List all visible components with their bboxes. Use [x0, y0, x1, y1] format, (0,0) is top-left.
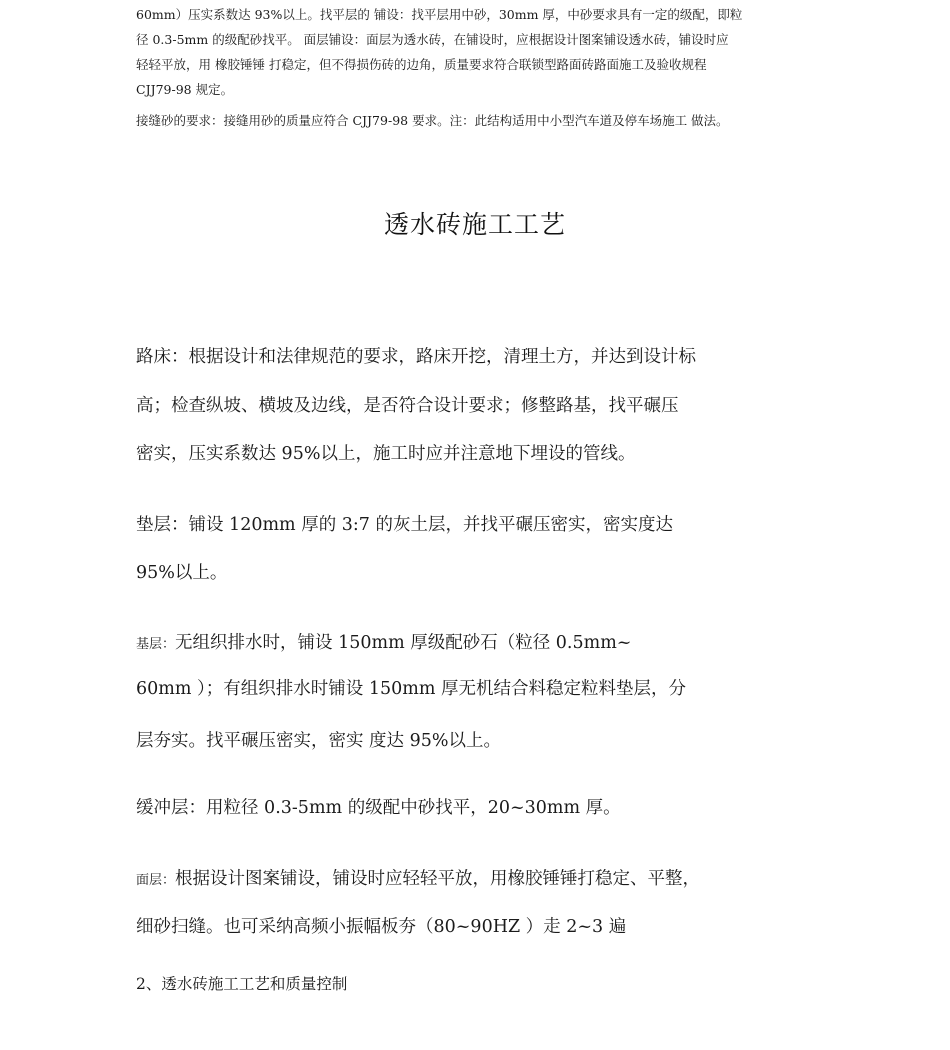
text-line: 路床：根据设计和法律规范的要求，路床开挖，清理土方，并达到设计标 [136, 347, 696, 367]
text-line [136, 864, 700, 896]
text-span: 无组织排水时，铺设 150mm 厚级配砂石（粒径 0.5mm~ [175, 633, 632, 653]
text-line: 径 0.3-5mm 的级配砂找平。 面层铺设：面层为透水砖，在铺设时，应根据设计图案铺设透水砖，铺设时应 [136, 32, 729, 47]
text-line: 95%以上。 [136, 563, 228, 583]
text-line: 垫层：铺设 120mm 厚的 3:7 的灰土层，并找平碾压密实，密实度达 [136, 515, 674, 535]
section-label: 面层： [136, 873, 176, 888]
section-heading: 2、透水砖施工工艺和质量控制 [136, 975, 348, 993]
text-line: 60mm ）；有组织排水时铺设 150mm 厚无机结合料稳定粒料垫层，分 [136, 679, 686, 699]
text-line: 60mm）压实系数达 93%以上。找平层的 铺设：找平层用中砂，30mm 厚，中砂要求具有一定的级配，即粒 [136, 7, 743, 22]
section-label: 基层： [136, 637, 176, 652]
text-line: 密实，压实系数达 95%以上，施工时应并注意地下埋设的管线。 [136, 444, 636, 464]
text-line: 层夯实。找平碾压密实，密实 度达 95%以上。 [136, 731, 502, 751]
text-line [136, 628, 631, 660]
page-title: 透水砖施工工艺 [383, 210, 566, 239]
joint-sand-note: 接缝砂的要求：接缝用砂的质量应符合 CJJ79-98 要求。注：此结构适用中小型汽车道及停车场施工 做法。 [136, 113, 729, 128]
text-line: 细砂扫缝。也可采纳高频小振幅板夯（80~90HZ ）走 2~3 遍 [136, 917, 627, 937]
text-line: 轻轻平放，用 橡胶锤锤 打稳定，但不得损伤砖的边角，质量要求符合联锁型路面砖路面施工及验收规程 [136, 57, 707, 72]
text-line: 缓冲层：用粒径 0.3-5mm 的级配中砂找平，20~30mm 厚。 [136, 798, 621, 818]
text-span: 根据设计图案铺设，铺设时应轻轻平放，用橡胶锤锤打稳定、平整， [175, 869, 701, 889]
text-line: CJJ79-98 规定。 [136, 82, 234, 97]
text-line: 高；检查纵坡、横坡及边线，是否符合设计要求；修整路基，找平碾压 [136, 396, 679, 416]
